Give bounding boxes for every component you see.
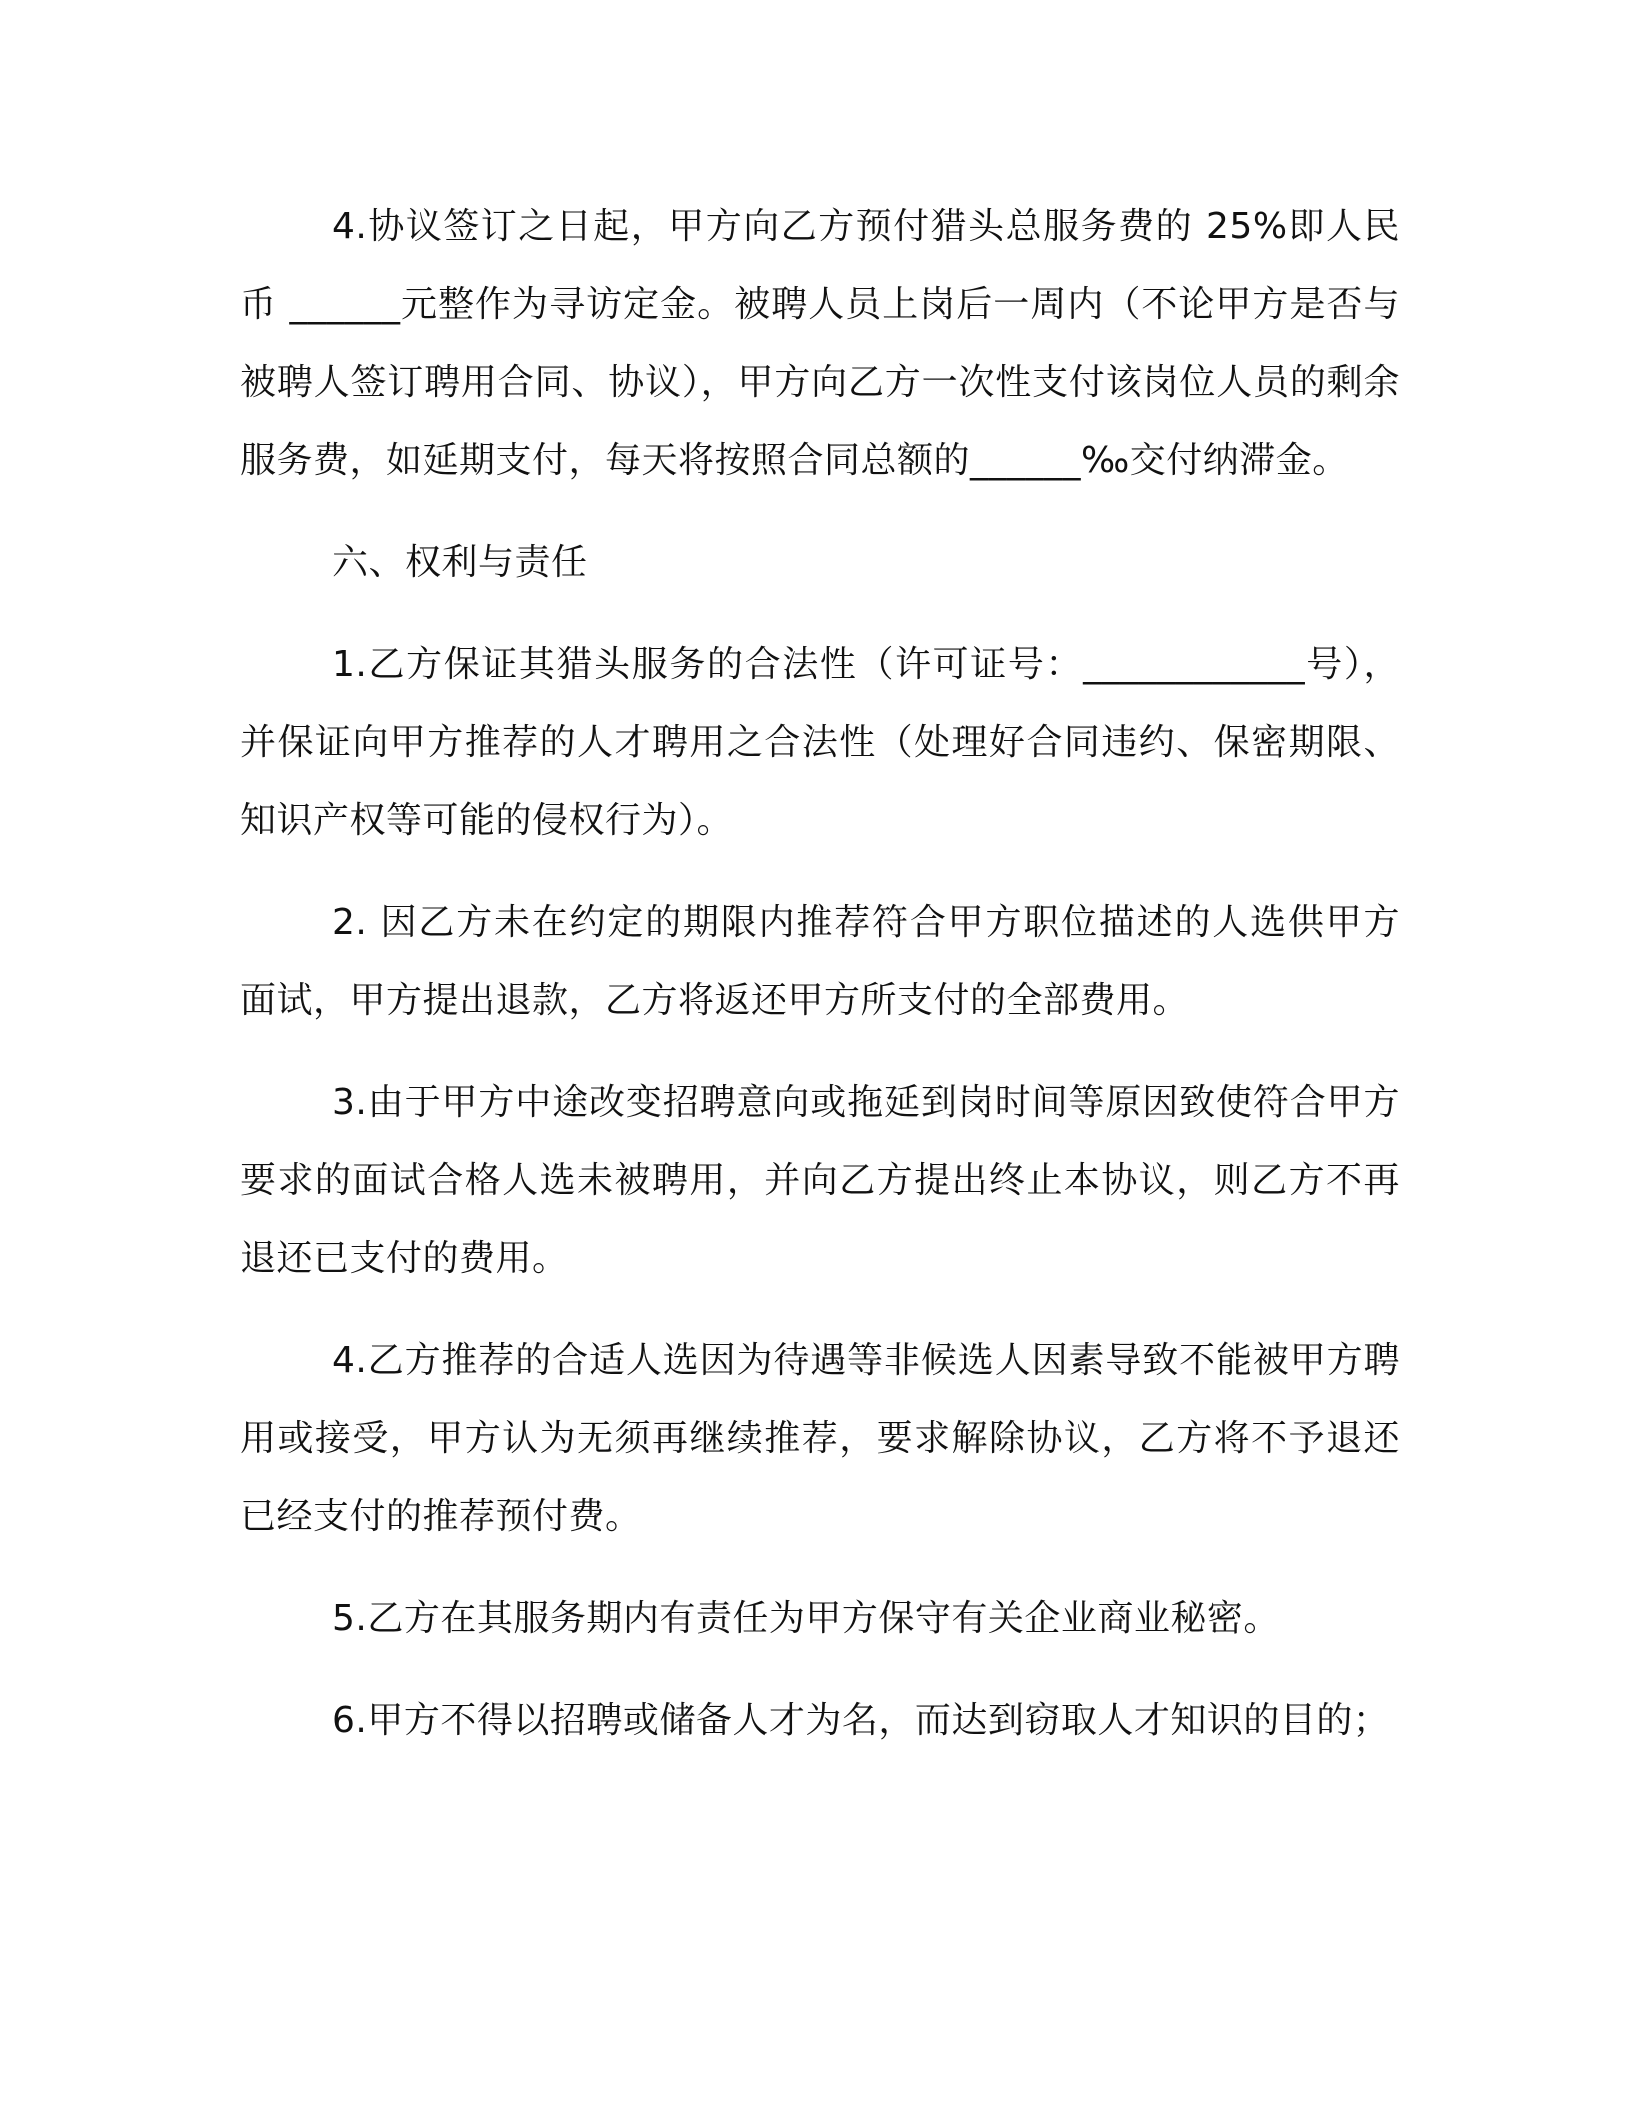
section-heading-rights-responsibilities: 六、权利与责任 [332, 542, 588, 583]
clause-6-2-paragraph: 2. 因乙方未在约定的期限内推荐符合甲方职位描述的人选供甲方面试，甲方提出退款，乙方将返还甲方所支付的全部费用。 [240, 902, 1400, 1021]
clause-6-6-paragraph: 6.甲方不得以招聘或储备人才为名，而达到窃取人才知识的目的； [332, 1700, 1390, 1741]
clause-6-5-paragraph: 5.乙方在其服务期内有责任为甲方保守有关企业商业秘密。 [332, 1598, 1280, 1639]
clause-6-3-paragraph: 3.由于甲方中途改变招聘意向或拖延到岗时间等原因致使符合甲方要求的面试合格人选未被聘用，并向乙方提出终止本协议，则乙方不再退还已支付的费用。 [240, 1082, 1400, 1279]
clause-6-4-paragraph: 4.乙方推荐的合适人选因为待遇等非候选人因素导致不能被甲方聘用或接受，甲方认为无须再继续推荐，要求解除协议，乙方将不予退还已经支付的推荐预付费。 [240, 1340, 1400, 1537]
document-body [240, 188, 1400, 1760]
clause-6-1-paragraph: 1.乙方保证其猎头服务的合法性（许可证号：____________号），并保证向甲方推荐的人才聘用之合法性（处理好合同违约、保密期限、知识产权等可能的侵权行为）。 [240, 644, 1400, 841]
clause-5-4-paragraph: 4.协议签订之日起，甲方向乙方预付猎头总服务费的 25%即人民币 ______元整作为寻访定金。被聘人员上岗后一周内（不论甲方是否与被聘人签订聘用合同、协议），甲方向乙方一次性支付该岗位人员的剩余服务费，如延期支付，每天将按照合同总额的______‰交付纳滞金。 [240, 206, 1400, 481]
